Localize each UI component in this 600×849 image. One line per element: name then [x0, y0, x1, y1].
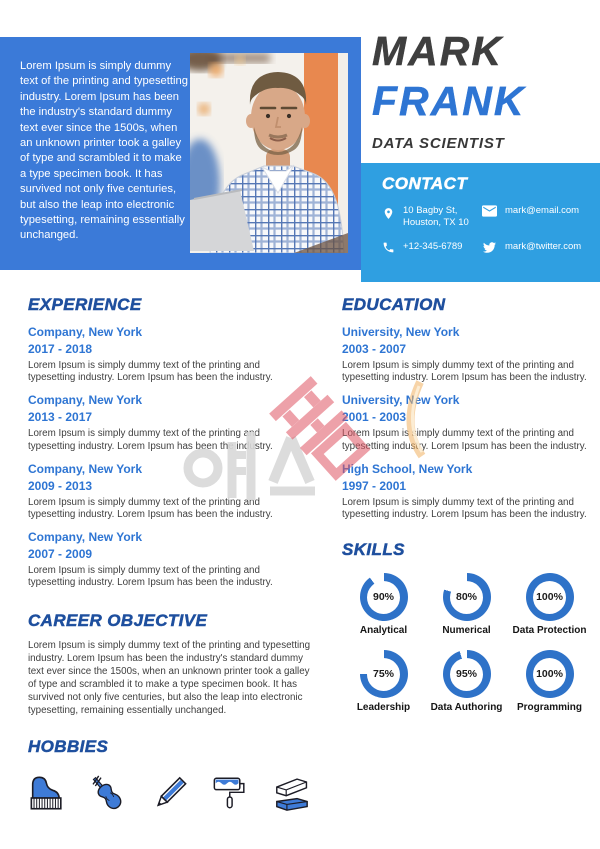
career-objective-heading: CAREER OBJECTIVE [28, 610, 208, 630]
skills-grid [342, 573, 586, 713]
right-column [342, 294, 586, 713]
address-line1: 10 Bagby St, [403, 205, 458, 216]
left-column [28, 294, 311, 823]
experience-entry [28, 462, 311, 521]
skill-donut [425, 573, 508, 636]
contact-twitter [482, 241, 600, 254]
contact-address [382, 205, 482, 228]
entry-body: Lorem Ipsum is simply dummy text of the printing and typesetting industry. Lorem Ipsum has been the industry. [342, 428, 587, 452]
entry-title: University, New York [342, 393, 460, 408]
hobbies-heading: HOBBIES [28, 736, 109, 756]
skills-heading: SKILLS [342, 540, 405, 560]
profile-photo-illustration [190, 53, 348, 253]
experience-entry [28, 325, 311, 384]
skill-percent: 100% [536, 591, 563, 604]
entry-dates: 2017 - 2018 [28, 342, 93, 356]
career-objective-section [28, 610, 311, 717]
education-heading: EDUCATION [342, 295, 446, 314]
experience-entry [28, 393, 311, 452]
skill-donut [508, 573, 591, 636]
experience-entry [28, 530, 311, 589]
skill-ring [443, 650, 491, 698]
profile-summary: Lorem Ipsum is simply dummy text of the printing and typesetting industry. Lorem Ipsum has been the industry's standard dummy text ever since the 1500s, when an unknown printer took a galley of type and scrambled it to make a type specimen book. It has survived not only five centuries, but also the leap into electronic typesetting, remaining essentially unchanged. [20, 60, 188, 242]
education-entry [342, 393, 586, 452]
twitter-bird-icon [482, 241, 497, 254]
job-title: DATA SCIENTIST [372, 135, 505, 152]
entry-dates: 2001 - 2003 [342, 410, 407, 425]
contact-grid [382, 205, 600, 254]
skill-ring [360, 573, 408, 621]
pencil-icon [149, 765, 190, 823]
first-name: MARK [372, 28, 503, 74]
entry-body: Lorem Ipsum is simply dummy text of the printing and typesetting industry. Lorem Ipsum has been the industry. [28, 360, 273, 384]
entry-title: Company, New York [28, 461, 143, 476]
books-icon [271, 767, 312, 823]
entry-title: Company, New York [28, 325, 143, 339]
skill-ring [360, 650, 408, 698]
career-objective-body: Lorem Ipsum is simply dummy text of the printing and typesetting industry. Lorem Ipsum has been the industry's standard dummy text ever since the 1500s, when an unknown printer took a galley of type and scrambled it to make a type specimen book. It has survived not only five centuries, but also the leap into electronic typesetting, remaining essentially unchanged. [28, 639, 311, 716]
last-name: FRANK [372, 78, 526, 124]
entry-body: Lorem Ipsum is simply dummy text of the printing and typesetting industry. Lorem Ipsum has been the industry. [28, 496, 273, 521]
entry-dates: 2009 - 2013 [28, 478, 93, 493]
skill-donut [508, 650, 591, 713]
skill-percent: 95% [455, 668, 477, 681]
skill-label: Data Authoring [430, 702, 503, 714]
profile-photo [190, 53, 348, 253]
skill-donut [342, 650, 425, 713]
education-entry [342, 462, 586, 521]
entry-body: Lorem Ipsum is simply dummy text of the printing and typesetting industry. Lorem Ipsum has been the industry. [342, 496, 587, 521]
contact-panel [361, 163, 600, 282]
phone-text: +12-345-6789 [403, 241, 463, 252]
twitter-text: mark@twitter.com [505, 241, 582, 252]
skill-donut [342, 573, 425, 636]
entry-dates: 2003 - 2007 [342, 342, 407, 356]
skills-section [342, 539, 586, 713]
hobbies-section [28, 736, 311, 823]
skill-donut [425, 650, 508, 713]
violin-icon [88, 765, 127, 823]
experience-heading: EXPERIENCE [28, 295, 142, 314]
entry-title: University, New York [342, 325, 460, 339]
entry-body: Lorem Ipsum is simply dummy text of the printing and typesetting industry. Lorem Ipsum has been the industry. [28, 428, 273, 452]
piano-icon [28, 765, 66, 823]
entry-title: Company, New York [28, 393, 143, 408]
skill-ring [526, 650, 574, 698]
paint-roller-icon [211, 767, 249, 823]
skill-percent: 75% [372, 668, 394, 681]
skill-percent: 90% [372, 591, 394, 604]
skill-percent: 100% [536, 668, 563, 681]
education-entry [342, 325, 586, 384]
email-text: mark@email.com [505, 205, 580, 216]
hobby-icons-row [28, 765, 311, 823]
envelope-icon [482, 205, 497, 217]
skill-label: Programming [516, 702, 582, 714]
skill-percent: 80% [455, 591, 477, 604]
skill-label: Data Protection [512, 625, 587, 637]
skill-ring [443, 573, 491, 621]
contact-phone [382, 241, 482, 254]
contact-heading: CONTACT [382, 174, 468, 193]
entry-dates: 2007 - 2009 [28, 547, 93, 562]
skill-label: Numerical [442, 625, 491, 637]
location-pin-icon [382, 205, 395, 222]
entry-title: High School, New York [342, 461, 473, 476]
address-line2: Houston, TX 10 [403, 216, 469, 228]
contact-email [482, 205, 600, 228]
entry-body: Lorem Ipsum is simply dummy text of the printing and typesetting industry. Lorem Ipsum has been the industry. [28, 565, 273, 589]
entry-body: Lorem Ipsum is simply dummy text of the printing and typesetting industry. Lorem Ipsum has been the industry. [342, 360, 587, 384]
entry-dates: 2013 - 2017 [28, 410, 93, 425]
skill-label: Leadership [356, 702, 411, 714]
entry-dates: 1997 - 2001 [342, 478, 407, 493]
skill-label: Analytical [359, 625, 408, 637]
entry-title: Company, New York [28, 530, 143, 545]
skill-ring [526, 573, 574, 621]
name-block [372, 26, 596, 152]
phone-icon [382, 241, 395, 254]
